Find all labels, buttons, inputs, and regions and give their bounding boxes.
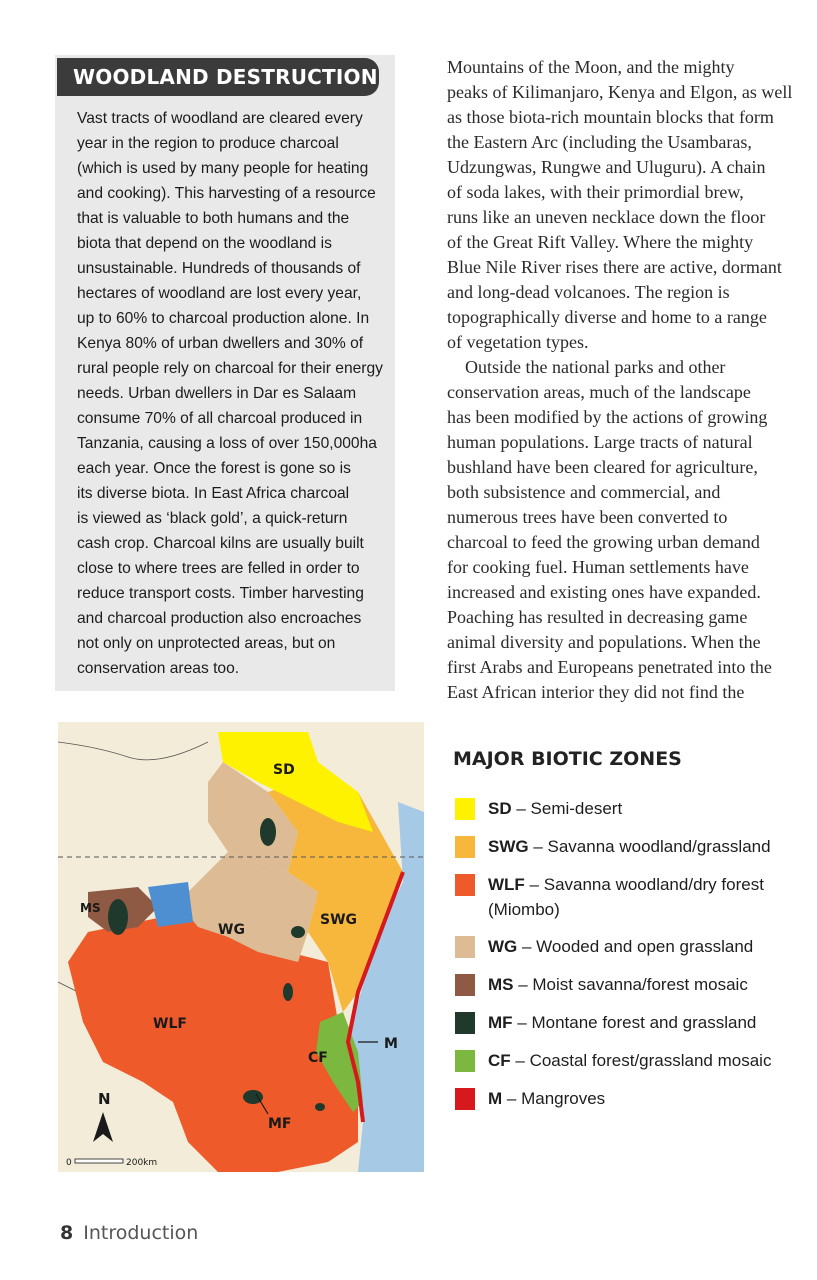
legend-text (488, 934, 753, 959)
legend-swatch (455, 1050, 475, 1072)
sidebar-title: WOODLAND DESTRUCTION (57, 58, 379, 96)
sidebar-line: hectares of woodland are lost every year, (77, 285, 362, 302)
legend-swatch (455, 874, 475, 896)
body-line: animal diversity and populations. When the (447, 632, 761, 652)
sidebar-line: up to 60% to charcoal production alone. In (77, 310, 370, 327)
sidebar-line: unsustainable. Hundreds of thousands of (77, 260, 361, 277)
legend-desc: – Montane forest and grassland (512, 1013, 757, 1032)
legend-code: CF (488, 1051, 511, 1070)
body-line: charcoal to feed the growing urban demand (447, 532, 760, 552)
sidebar-line: that is valuable to both humans and the (77, 210, 350, 227)
legend-text (488, 1048, 771, 1073)
legend-swatch (455, 798, 475, 820)
page-footer (60, 1222, 198, 1244)
map-label-mf: MF (268, 1116, 292, 1132)
legend-code: WLF (488, 875, 525, 894)
body-line: and long-dead volcanoes. The region is (447, 282, 730, 302)
sidebar-line: and cooking). This harvesting of a resource (77, 185, 376, 202)
sidebar-line: (which is used by many people for heating (77, 160, 369, 177)
body-line: numerous trees have been converted to (447, 507, 728, 527)
legend-code: MS (488, 975, 514, 994)
north-label: N (98, 1090, 111, 1108)
body-line: bushland have been cleared for agriculture, (447, 457, 758, 477)
legend-code: M (488, 1089, 503, 1108)
page-number: 8 (60, 1222, 74, 1244)
map-label-sd: SD (273, 762, 295, 778)
body-line: both subsistence and commercial, and (447, 482, 721, 502)
sidebar-line: close to where trees are felled in order to (77, 560, 360, 577)
body-line: increased and existing ones have expanded. (447, 582, 761, 602)
sidebar-line: Tanzania, causing a loss of over 150,000ha (77, 435, 377, 452)
body-line: East African interior they did not find the (447, 682, 745, 702)
zone-mf-blob (260, 818, 276, 846)
sidebar-line: biota that depend on the woodland is (77, 235, 332, 252)
sidebar-line: not only on unprotected areas, but on (77, 635, 336, 652)
legend-title: MAJOR BIOTIC ZONES (453, 748, 682, 770)
legend-text (488, 972, 748, 997)
sidebar-body (77, 106, 383, 681)
zone-mf-blob (243, 1090, 263, 1104)
legend-desc: – Savanna woodland/dry forest (524, 875, 764, 894)
legend-desc: – Wooded and open grassland (517, 937, 754, 956)
map-label-wlf: WLF (153, 1016, 187, 1032)
sidebar-line: reduce transport costs. Timber harvesting (77, 585, 364, 602)
body-line: runs like an uneven necklace down the floor (447, 207, 766, 227)
legend-desc: – Moist savanna/forest mosaic (513, 975, 748, 994)
body-line: first Arabs and Europeans penetrated into the (447, 657, 772, 677)
sidebar-line: consume 70% of all charcoal produced in (77, 410, 363, 427)
legend-code: WG (488, 937, 518, 956)
sidebar-line: conservation areas too. (77, 660, 240, 677)
body-line: of the Great Rift Valley. Where the mighty (447, 232, 754, 252)
sidebar-line: cash crop. Charcoal kilns are usually built (77, 535, 364, 552)
map-label-ms: MS (80, 901, 101, 915)
sidebar-line: Vast tracts of woodland are cleared every (77, 110, 363, 127)
body-line: of soda lakes, with their primordial brew, (447, 182, 744, 202)
legend-desc: – Savanna woodland/grassland (528, 837, 771, 856)
body-text (447, 55, 817, 705)
legend-swatch (455, 1088, 475, 1110)
body-line: peaks of Kilimanjaro, Kenya and Elgon, as well (447, 82, 793, 102)
body-line: Outside the national parks and other (447, 357, 726, 377)
sidebar-line: year in the region to produce charcoal (77, 135, 339, 152)
sidebar-line: needs. Urban dwellers in Dar es Salaam (77, 385, 357, 402)
map-label-m: M (384, 1036, 398, 1052)
map-label-wg: WG (218, 922, 245, 938)
map-label-swg: SWG (320, 912, 358, 928)
sidebar-line: each year. Once the forest is gone so is (77, 460, 351, 477)
body-line: human populations. Large tracts of natural (447, 432, 753, 452)
legend-swatch (455, 974, 475, 996)
body-line: Poaching has resulted in decreasing game (447, 607, 748, 627)
legend-text (488, 1086, 605, 1111)
zone-mf-blob (283, 983, 293, 1001)
legend-text (488, 834, 771, 859)
map-svg (58, 722, 424, 1172)
sidebar-line: is viewed as ‘black gold’, a quick-return (77, 510, 348, 527)
sidebar-line: its diverse biota. In East Africa charcoal (77, 485, 350, 502)
sidebar-line: Kenya 80% of urban dwellers and 30% of (77, 335, 364, 352)
sidebar-line: and charcoal production also encroaches (77, 610, 362, 627)
body-line: as those biota-rich mountain blocks that form (447, 107, 774, 127)
zone-mf-blob (108, 899, 128, 935)
legend-text (488, 872, 764, 922)
body-line: conservation areas, much of the landscape (447, 382, 751, 402)
biotic-zones-map (58, 722, 424, 1172)
legend-code: SD (488, 799, 512, 818)
body-line: Blue Nile River rises there are active, dormant (447, 257, 782, 277)
zone-mf-blob (315, 1103, 325, 1111)
map-label-cf: CF (308, 1050, 328, 1066)
section-name: Introduction (83, 1222, 199, 1244)
legend-desc: – Coastal forest/grassland mosaic (510, 1051, 772, 1070)
scale-label: 200km (126, 1158, 158, 1168)
legend-desc: – Semi-desert (511, 799, 623, 818)
body-line: Udzungwas, Rungwe and Uluguru). A chain (447, 157, 766, 177)
body-line: for cooking fuel. Human settlements have (447, 557, 749, 577)
scale-zero: 0 (66, 1158, 72, 1168)
body-line: of vegetation types. (447, 332, 589, 352)
body-line: has been modified by the actions of growing (447, 407, 768, 427)
legend-desc: – Mangroves (502, 1089, 606, 1108)
legend-swatch (455, 1012, 475, 1034)
legend-desc-line2: (Miombo) (488, 900, 560, 919)
body-line: Mountains of the Moon, and the mighty (447, 57, 735, 77)
legend-code: SWG (488, 837, 529, 856)
body-line: the Eastern Arc (including the Usambaras, (447, 132, 752, 152)
body-line: topographically diverse and home to a range (447, 307, 767, 327)
scale-bar (75, 1159, 123, 1163)
sidebar-line: rural people rely on charcoal for their energy (77, 360, 383, 377)
legend-text (488, 796, 622, 821)
legend-text (488, 1010, 756, 1035)
legend-swatch (455, 836, 475, 858)
zone-mf-blob (291, 926, 305, 938)
legend-code: MF (488, 1013, 513, 1032)
legend-swatch (455, 936, 475, 958)
